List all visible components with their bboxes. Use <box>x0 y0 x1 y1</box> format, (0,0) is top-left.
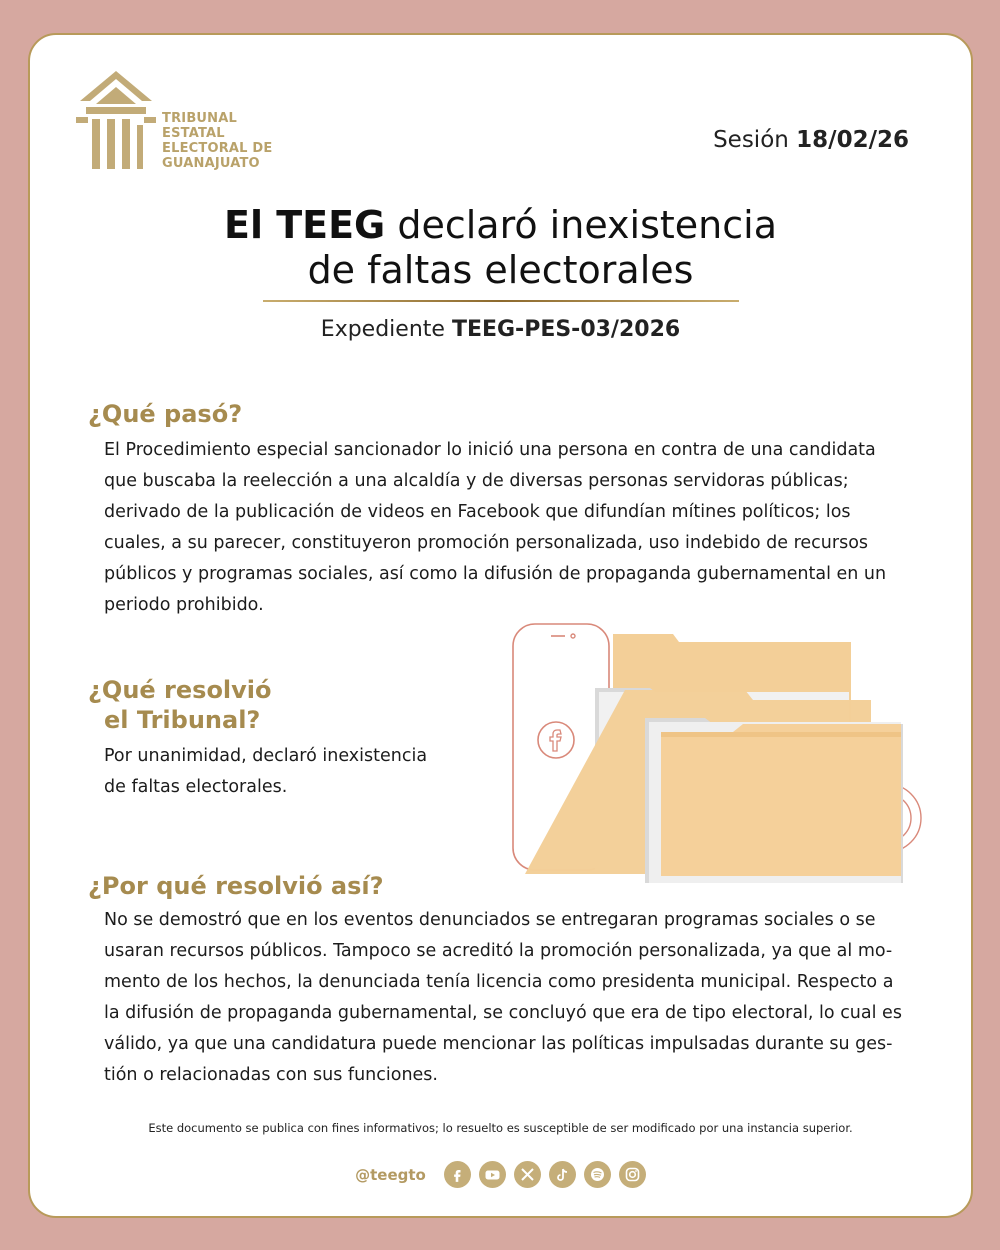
page-title: El TEEG declaró inexistencia de faltas electorales <box>224 203 777 292</box>
case-file-number: Expediente TEEG-PES-03/2026 <box>320 317 681 342</box>
youtube-icon[interactable] <box>479 1161 506 1188</box>
social-bar <box>30 1161 971 1188</box>
section-body-reason: No se demostró que en los eventos denunciados se entregaran programas sociales o se usaran recursos públicos. Tampoco se acreditó la promoción personalizada, ya que al mo- mento de los hechos, la denunciada tenía licencia como presidenta municipal. Respecto a la difusión de propaganda gubernamental, se concluyó que era de tipo electoral, lo cual es válido, ya que una candidatura puede mencionar las políticas impulsadas durante su ges- tión o relacionadas con sus funciones. <box>104 910 902 1085</box>
folders-phone-illustration <box>505 618 925 883</box>
org-name: TRIBUNAL ESTATAL ELECTORAL DE GUANAJUATO <box>162 111 273 171</box>
social-handle[interactable]: @teegto <box>355 1165 426 1184</box>
x-icon[interactable] <box>514 1161 541 1188</box>
section-heading-what-happened: ¿Qué pasó? <box>88 400 243 428</box>
instagram-icon[interactable] <box>619 1161 646 1188</box>
facebook-icon[interactable] <box>444 1161 471 1188</box>
tribunal-logo-icon <box>76 69 156 171</box>
section-heading-resolution: ¿Qué resolvió el Tribunal? <box>88 676 272 734</box>
section-heading-reason: ¿Por qué resolvió así? <box>88 872 384 900</box>
section-body-what-happened: El Procedimiento especial sancionador lo inició una persona en contra de una candidata que buscaba la reelección a una alcaldía y de diversas personas servidoras públicas; derivado de la publicación de videos en Facebook que difundían mítines políticos; los cuales, a su parecer, constituyeron promoción personalizada, uso indebido de recursos públicos y programas sociales, así como la difusión de propaganda gubernamental en un periodo prohibido. <box>104 440 887 615</box>
section-body-resolution: Por unanimidad, declaró inexistencia de faltas electorales. <box>104 746 428 797</box>
session-date: Sesión 18/02/26 <box>713 127 909 153</box>
spotify-icon[interactable] <box>584 1161 611 1188</box>
title-divider <box>263 300 739 302</box>
tiktok-icon[interactable] <box>549 1161 576 1188</box>
info-card <box>28 33 973 1218</box>
disclaimer: Este documento se publica con fines informativos; lo resuelto es susceptible de ser modificado por una instancia superior. <box>148 1121 853 1135</box>
